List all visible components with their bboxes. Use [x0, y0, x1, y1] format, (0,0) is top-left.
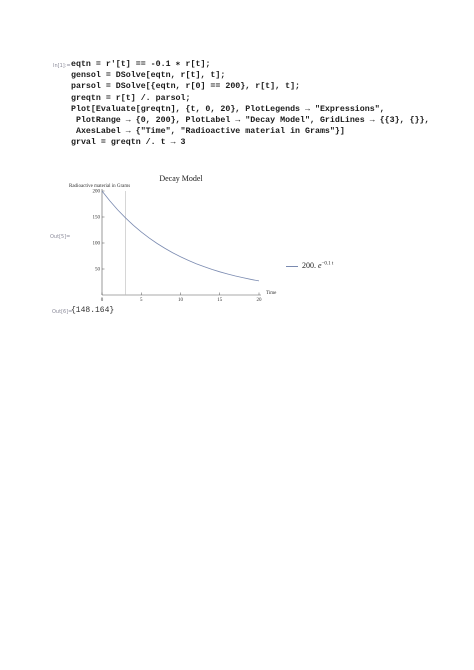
chart-title: Decay Model — [159, 174, 203, 183]
code-line: AxesLabel → {"Time", "Radioactive material in Grams"}] — [71, 127, 345, 137]
output-value-label: Out[6]= — [52, 309, 73, 315]
y-tick-label: 50 — [95, 267, 100, 273]
legend-exponent: −0.1 t — [321, 261, 334, 267]
x-tick-label: 10 — [178, 298, 183, 303]
y-axis-label: Radioactive material in Grams — [69, 184, 131, 189]
plot-legend — [286, 261, 333, 270]
x-tick-label: 20 — [256, 298, 262, 303]
y-tick-label: 200 — [92, 189, 100, 195]
legend-swatch — [286, 266, 298, 267]
code-line: PlotRange → {0, 200}, PlotLabel → "Decay Model", GridLines → {{3}, {}}, — [71, 115, 430, 125]
x-tick-label: 0 — [100, 298, 104, 303]
code-line: grval = greqtn /. t → 3 — [71, 138, 186, 148]
y-tick-label: 150 — [92, 215, 100, 221]
code-line: greqtn = r[t] /. parsol; — [71, 93, 191, 103]
x-tick-label: 15 — [217, 298, 223, 303]
code-line: parsol = DSolve[{eqtn, r[0] == 200}, r[t], t]; — [71, 82, 301, 92]
input-cell-label: In[1]:= — [53, 63, 71, 69]
legend-coefficient: 200. — [302, 261, 316, 270]
y-tick-label: 100 — [92, 241, 100, 247]
legend-base: e — [318, 261, 322, 270]
x-tick-label: 5 — [140, 298, 143, 303]
output-plot-label: Out[5]= — [50, 234, 71, 240]
code-line: Plot[Evaluate[greqtn], {t, 0, 20}, PlotLegends → "Expressions", — [71, 104, 385, 114]
x-axis-label: Time — [266, 291, 277, 296]
code-line: eqtn = r'[t] == -0.1 ∗ r[t]; — [71, 60, 211, 69]
code-line: gensol = DSolve[eqtn, r[t], t]; — [71, 71, 226, 81]
output-value: {148.164} — [71, 306, 115, 315]
